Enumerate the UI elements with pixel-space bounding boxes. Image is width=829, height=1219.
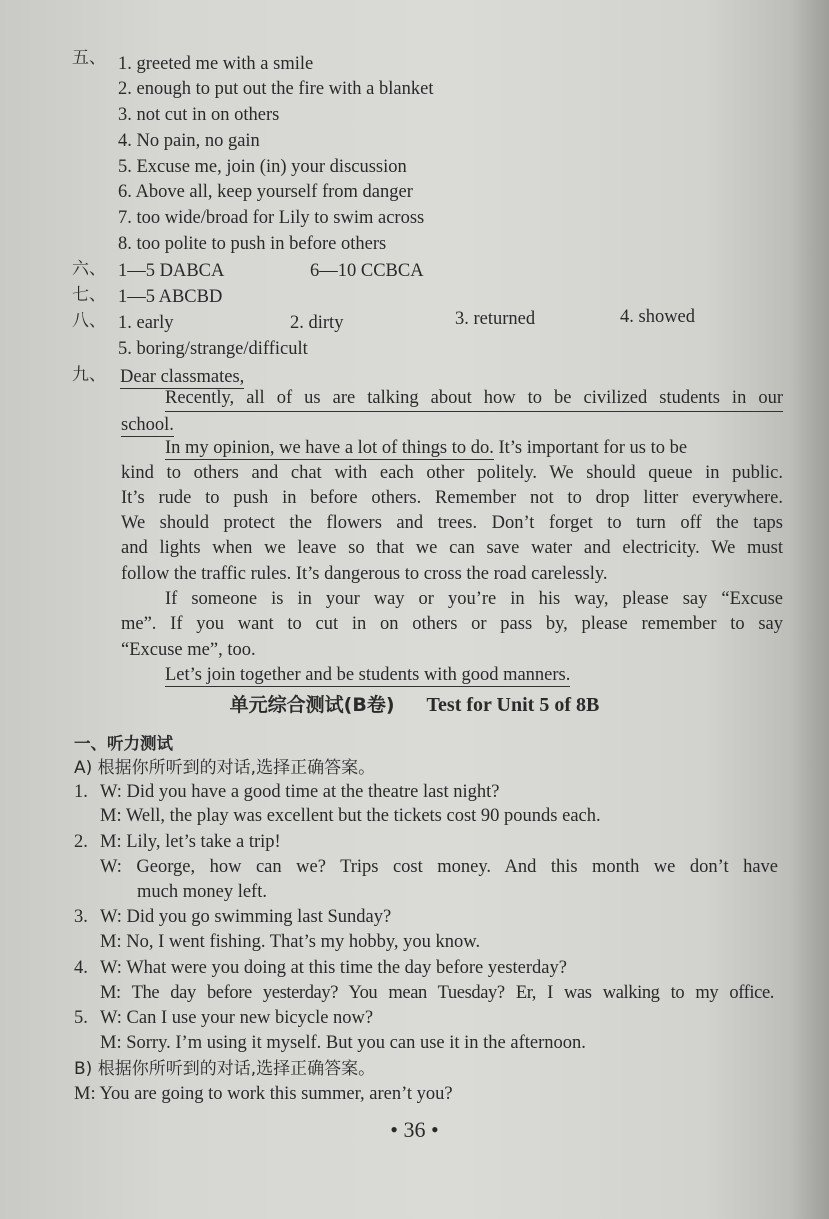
answer-8-1: 1. early — [118, 313, 174, 333]
section-9-marker: 九、 — [72, 365, 106, 385]
answer-5-2: 2. enough to put out the fire with a blanket — [118, 79, 434, 99]
dialog-5-line1: W: Can I use your new bicycle now? — [100, 1008, 374, 1028]
page-number: • 36 • — [390, 1117, 439, 1142]
answer-8-3: 3. returned — [455, 309, 536, 329]
essay-p3-line2: me”. If you want to cut in on others or pass by, please remember to say — [121, 614, 783, 634]
unit-test-title-en: Test for Unit 5 of 8B — [426, 694, 600, 716]
dialog-3-line1: W: Did you go swimming last Sunday? — [100, 907, 392, 927]
dialog-2-line3: much money left. — [137, 882, 267, 902]
section-6-marker: 六、 — [72, 259, 106, 279]
essay-p2-line1 — [165, 436, 687, 460]
essay-p2-line4: We should protect the flowers and trees. Don’t forget to turn off the taps — [121, 513, 783, 533]
essay-p2-line6: follow the traffic rules. It’s dangerous to cross the road carelessly. — [121, 564, 608, 584]
part-b-line1: M: You are going to work this summer, aren’t you? — [74, 1084, 453, 1104]
unit-test-title — [0, 690, 829, 717]
section-5-marker: 五、 — [72, 48, 106, 68]
dialog-1-number: 1. — [74, 782, 88, 802]
dialog-1-line2: M: Well, the play was excellent but the tickets cost 90 pounds each. — [100, 806, 601, 826]
dialog-4-line1: W: What were you doing at this time the day before yesterday? — [100, 958, 567, 978]
essay-p2-line3: It’s rude to push in before others. Remember not to drop litter everywhere. — [121, 488, 783, 508]
essay-p2-line5: and lights when we leave so that we can save water and electricity. We must — [121, 538, 783, 558]
page-edge-shadow — [791, 0, 829, 1219]
answer-5-3: 3. not cut in on others — [118, 105, 280, 125]
answer-6-part2: 6—10 CCBCA — [310, 261, 424, 281]
answer-5-6: 6. Above all, keep yourself from danger — [118, 182, 413, 202]
answer-8-4: 4. showed — [620, 307, 696, 327]
listening-part-b: B) 根据你所听到的对话,选择正确答案。 — [74, 1059, 376, 1079]
answer-5-5: 5. Excuse me, join (in) your discussion — [118, 157, 407, 177]
answer-5-4: 4. No pain, no gain — [118, 131, 260, 151]
dialog-4-line2: M: The day before yesterday? You mean Tuesday? Er, I was walking to my office. — [100, 983, 774, 1003]
dialog-2-number: 2. — [74, 832, 88, 852]
answer-5-8: 8. too polite to push in before others — [118, 234, 387, 254]
dialog-3-number: 3. — [74, 907, 88, 927]
essay-p3-line3: “Excuse me”, too. — [121, 640, 256, 660]
essay-p2-lead: In my opinion, we have a lot of things to do. — [165, 438, 494, 458]
dialog-5-line2: M: Sorry. I’m using it myself. But you can use it in the afternoon. — [100, 1033, 586, 1053]
answer-7-part1: 1—5 ABCBD — [118, 287, 223, 307]
dialog-1-line1: W: Did you have a good time at the theatre last night? — [100, 782, 500, 802]
dialog-2-line2: W: George, how can we? Trips cost money. And this month we don’t have — [100, 857, 778, 877]
answer-8-5: 5. boring/strange/difficult — [118, 339, 308, 359]
answer-5-1: 1. greeted me with a smile — [118, 54, 314, 74]
listening-heading: 一、听力测试 — [74, 734, 173, 753]
essay-greeting: Dear classmates, — [120, 367, 245, 387]
dialog-5-number: 5. — [74, 1008, 88, 1028]
listening-part-a: A) 根据你所听到的对话,选择正确答案。 — [74, 758, 376, 778]
essay-p2-line2: kind to others and chat with each other politely. We should queue in public. — [121, 463, 783, 483]
answer-8-2: 2. dirty — [290, 313, 344, 333]
dialog-3-line2: M: No, I went fishing. That’s my hobby, you know. — [100, 932, 481, 952]
dialog-4-number: 4. — [74, 958, 88, 978]
essay-closing: Let’s join together and be students with good manners. — [165, 665, 571, 685]
answer-6-part1: 1—5 DABCA — [118, 261, 225, 281]
essay-p1-text: Recently, all of us are talking about how to be civilized students in our — [165, 386, 783, 412]
unit-test-title-cn: 单元综合测试(B卷) — [229, 694, 395, 716]
essay-p1-end: school. — [121, 415, 174, 435]
section-8-marker: 八、 — [72, 311, 106, 331]
essay-p1-line2 — [121, 413, 174, 437]
dialog-2-line1: M: Lily, let’s take a trip! — [100, 832, 281, 852]
answer-5-7: 7. too wide/broad for Lily to swim across — [118, 208, 425, 228]
section-7-marker: 七、 — [72, 285, 106, 305]
essay-p2-line1-rest: It’s important for us to be — [493, 438, 688, 458]
essay-p4-line — [165, 663, 570, 687]
essay-p3-line1: If someone is in your way or you’re in his way, please say “Excuse — [165, 589, 783, 609]
essay-p1-line1 — [165, 386, 783, 412]
